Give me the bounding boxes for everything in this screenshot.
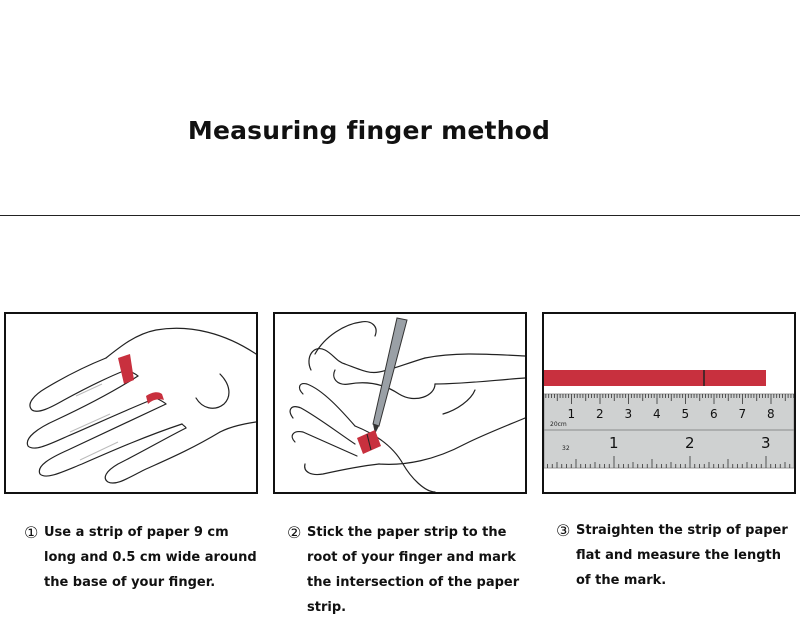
hand-drawing <box>6 314 256 492</box>
illustration-hand-strip <box>4 312 258 494</box>
ruler-drawing <box>544 314 794 492</box>
ruler-top-label: 1 <box>567 407 576 421</box>
ruler <box>544 394 794 468</box>
ruler-bottom-label: 1 <box>609 434 619 452</box>
pen <box>373 318 407 434</box>
ruler-top-label: 3 <box>624 407 633 421</box>
ruler-top-label: 4 <box>653 407 661 421</box>
step-number: ② <box>287 523 302 542</box>
step-2 <box>287 520 527 620</box>
paper-strip <box>118 354 134 384</box>
page-title: Measuring finger method <box>187 116 551 145</box>
ruler-top-label: 7 <box>738 407 747 421</box>
ruler-unit-top: 20cm <box>550 421 567 428</box>
step-3 <box>556 518 796 593</box>
ruler-unit-bottom: 32 <box>562 445 570 452</box>
step-1 <box>24 520 264 595</box>
paper-strip <box>544 370 766 386</box>
ruler-bottom-label: 2 <box>685 434 695 452</box>
divider <box>0 215 800 216</box>
step-number: ① <box>24 523 39 542</box>
ruler-top-label: 5 <box>681 407 690 421</box>
step-number: ③ <box>556 521 571 540</box>
illustration-mark-strip <box>273 312 527 494</box>
ruler-top-label: 8 <box>767 407 775 421</box>
ruler-top-label: 6 <box>710 407 718 421</box>
step-text: Use a strip of paper 9 cm long and 0.5 cm wide around the base of your finger. <box>44 525 257 590</box>
marking-drawing <box>275 314 525 492</box>
step-text: Stick the paper strip to the root of your finger and mark the intersection of the paper strip. <box>307 525 520 615</box>
step-text: Straighten the strip of paper flat and measure the length of the mark. <box>576 523 788 588</box>
ruler-top-label: 2 <box>596 407 604 421</box>
ruler-bottom-label: 3 <box>761 434 771 452</box>
illustration-ruler <box>542 312 796 494</box>
